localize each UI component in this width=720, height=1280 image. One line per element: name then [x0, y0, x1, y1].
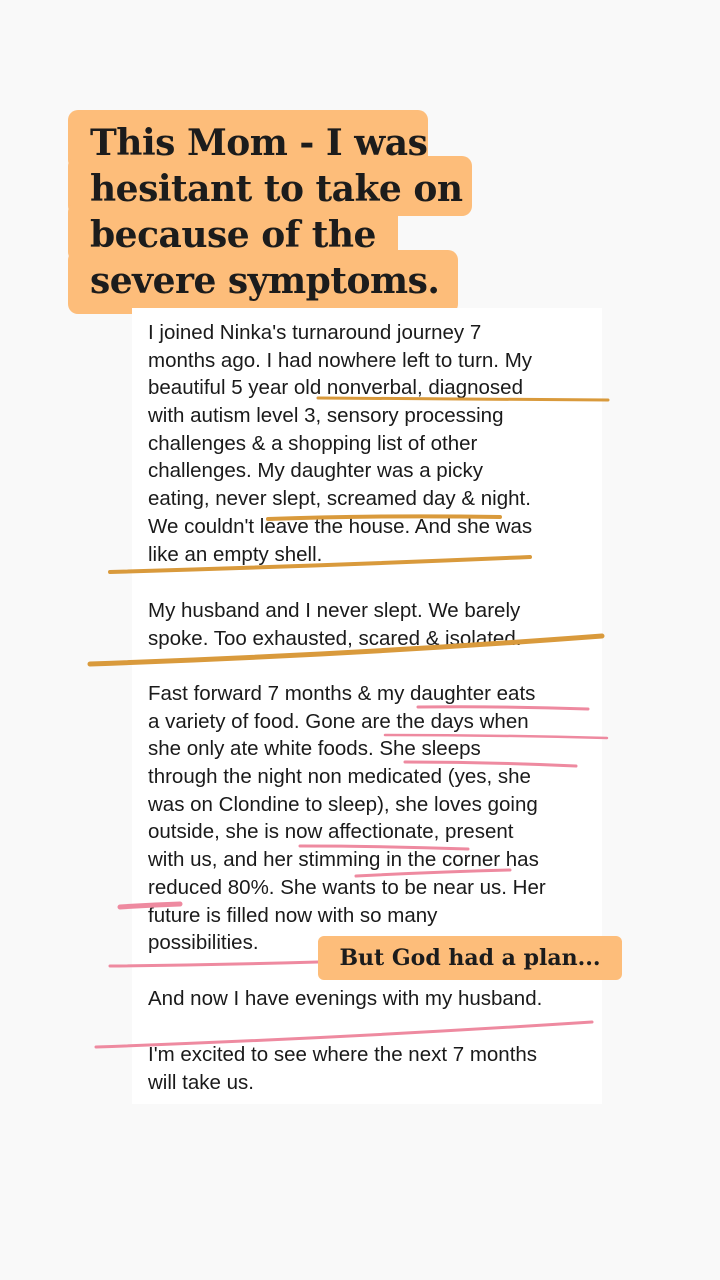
story-line: And now I have evenings with my husband. — [148, 987, 543, 1010]
story-line: possibilities. — [148, 931, 259, 955]
story-line: challenges. My daughter was a picky — [148, 459, 484, 483]
story-line: future is filled now with so many — [148, 903, 438, 927]
story-line: We couldn't leave the house. And she was — [148, 514, 533, 538]
story-line: like an empty shell. — [148, 542, 323, 566]
story-paragraph-1 — [148, 319, 532, 568]
story-line: spoke. Too exhausted, scared & isolated. — [148, 626, 522, 650]
headline-line: because of the — [90, 214, 376, 256]
story-line: will take us. — [148, 1070, 254, 1094]
story-line: a variety of food. Gone are the days when — [148, 709, 529, 733]
story-line: reduced 80%. She wants to be near us. Her — [148, 875, 546, 899]
story-line: with us, and her stimming in the corner has — [148, 848, 539, 872]
story-line: through the night non medicated (yes, she — [148, 765, 531, 789]
story-line: eating, never slept, screamed day & night. — [148, 487, 531, 511]
story-line: was on Clondine to sleep), she loves going — [148, 792, 538, 816]
story-line: she only ate white foods. She sleeps — [148, 737, 481, 761]
callout-text: But God had a plan... — [339, 945, 601, 971]
story-paragraph-3 — [148, 680, 546, 957]
story-line: I'm excited to see where the next 7 months — [148, 1043, 538, 1066]
headline-line: severe symptoms. — [90, 260, 440, 302]
story-line: Fast forward 7 months & my daughter eats — [148, 682, 536, 705]
story-paragraph-5 — [148, 1041, 537, 1096]
story-line: with autism level 3, sensory processing — [148, 404, 504, 428]
callout-highlight — [318, 936, 622, 980]
story-paragraph-2 — [148, 597, 521, 652]
story-line: I joined Ninka's turnaround journey 7 — [148, 321, 482, 344]
story-line: challenges & a shopping list of other — [148, 431, 478, 455]
headline-line: hesitant to take on — [90, 168, 463, 210]
story-line: months ago. I had nowhere left to turn. My — [148, 348, 533, 372]
story-paragraph-4 — [148, 985, 542, 1013]
story-line: outside, she is now affectionate, present — [148, 820, 514, 844]
headline-line: This Mom - I was — [90, 122, 428, 164]
story-line: beautiful 5 year old nonverbal, diagnosed — [148, 376, 523, 400]
story-line: My husband and I never slept. We barely — [148, 599, 521, 622]
headline — [68, 110, 488, 320]
